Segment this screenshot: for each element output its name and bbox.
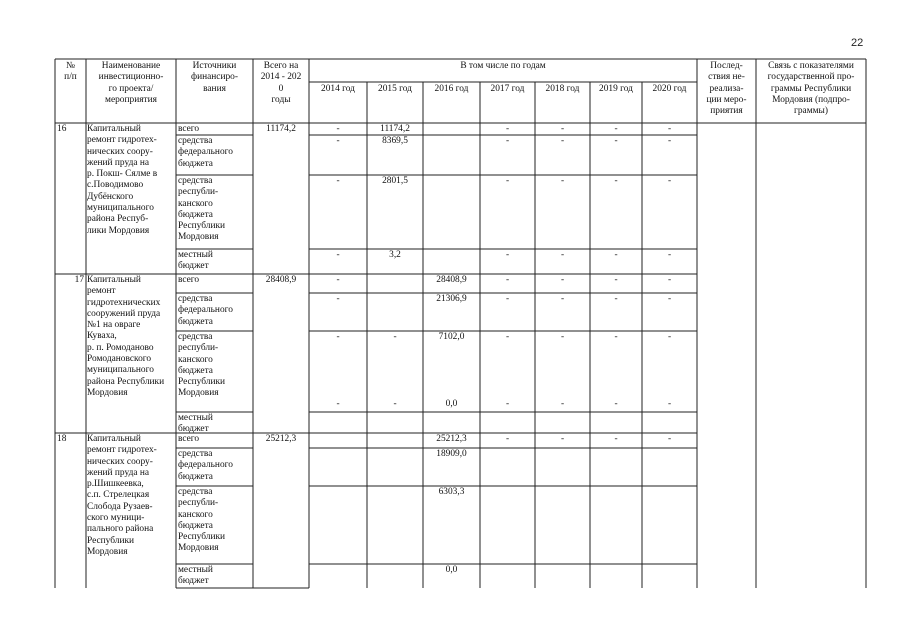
source-cell: местный бюджет — [178, 413, 213, 434]
year-value-cell: - — [667, 434, 672, 444]
year-value-cell — [424, 124, 479, 136]
header-year-2: 2016 год — [434, 84, 469, 94]
year-value-cell — [536, 449, 589, 461]
project-num: 17 — [74, 275, 84, 285]
header-program-link: Связь с показателями государственной про- граммы Республики Мордовия (подпро- граммы) — [767, 61, 855, 117]
year-value-cell: - — [336, 275, 340, 285]
year-value-cell: - — [505, 136, 510, 146]
year-value-cell: - — [505, 250, 510, 260]
header-year-5: 2019 год — [599, 84, 633, 94]
year-value-cell — [310, 487, 366, 499]
project-total: 11174,2 — [266, 124, 296, 134]
year-value-cell: - — [614, 294, 618, 304]
year-value-cell: - — [667, 176, 672, 186]
year-value-cell: - — [667, 332, 672, 342]
year-value-cell: - — [614, 250, 618, 260]
year-value-cell: 28408,9 — [436, 275, 467, 285]
header-project-name: Наименование инвестиционно- го проекта/ мероприятия — [98, 61, 164, 105]
project-total: 25212,3 — [265, 434, 297, 444]
year-value-cell: 3,2 — [389, 250, 401, 260]
header-num: № п/п — [64, 61, 77, 83]
year-value-cell — [481, 487, 534, 499]
header-total: Всего на 2014 - 202 0 годы — [260, 61, 302, 105]
year-value-cell — [591, 565, 641, 577]
year-value-cell: 7102,0 — [438, 332, 465, 342]
year-value-cell: - — [560, 275, 565, 285]
year-value-cell: - — [336, 124, 340, 134]
source-cell: средства федерального бюджета — [178, 294, 233, 327]
source-cell: местный бюджет — [178, 250, 213, 272]
year-value-cell: - — [505, 399, 510, 409]
header-years-group: В том числе по годам — [460, 61, 546, 71]
year-value-cell: 21306,9 — [436, 294, 467, 304]
year-value-cell: 18909,0 — [436, 449, 467, 459]
project-total: 28408,9 — [265, 275, 297, 285]
year-value-cell: - — [560, 332, 565, 342]
year-value-cell — [310, 434, 366, 446]
year-value-cell: - — [614, 275, 618, 285]
project-name: Капитальный ремонт гидротех- нических соору- жений пруда на р.Шишкеевка, с.п. Стрелецкая Слобода Рузаев- ского муници- пального района Республики Мордовия — [87, 434, 157, 557]
year-value-cell: - — [336, 332, 340, 342]
year-value-cell: 2801,5 — [382, 176, 408, 186]
year-value-cell: - — [505, 434, 510, 444]
project-num: 16 — [57, 124, 67, 134]
year-value-cell: - — [505, 332, 510, 342]
year-value-cell: - — [505, 176, 510, 186]
year-value-cell — [481, 565, 534, 577]
year-value-cell: - — [560, 294, 565, 304]
year-value-cell: - — [667, 136, 672, 146]
project-num: 18 — [57, 434, 67, 444]
year-value-cell: - — [667, 250, 672, 260]
year-value-cell — [368, 434, 422, 446]
year-value-cell — [536, 487, 589, 499]
year-value-cell: 0,0 — [445, 565, 458, 575]
year-value-cell: - — [667, 294, 672, 304]
source-cell: местный бюджет — [178, 565, 213, 587]
header-year-0: 2014 год — [321, 84, 355, 94]
year-value-cell: - — [614, 399, 618, 409]
year-value-cell — [310, 565, 366, 577]
year-value-cell: - — [505, 124, 510, 134]
year-value-cell — [310, 449, 366, 461]
year-value-cell: - — [560, 136, 565, 146]
project-name: Капитальный ремонт гидротех- нических соору- жений пруда на р. Покш- Сялме в с.Поводимово Дубёнского муниципального района Респуб- лики Мордовия — [87, 124, 158, 236]
year-value-cell — [536, 565, 589, 577]
year-value-cell — [591, 449, 641, 461]
year-value-cell: - — [393, 399, 397, 409]
source-cell: средства республи- канского бюджета Республики Мордовия — [178, 487, 226, 554]
source-cell: средства федерального бюджета — [178, 449, 233, 482]
header-sources: Источники финансиро- вания — [191, 61, 238, 94]
year-value-cell — [643, 565, 696, 577]
header-consequences: Послед- ствия не- реализа- ции меро- приятия — [706, 61, 747, 117]
year-value-cell — [424, 136, 479, 148]
year-value-cell — [368, 565, 422, 577]
year-value-cell: - — [614, 176, 618, 186]
year-value-cell: - — [614, 434, 618, 444]
year-value-cell: - — [614, 124, 618, 134]
year-value-cell: 11174,2 — [380, 124, 410, 134]
source-cell: средства федерального бюджета — [178, 136, 233, 169]
year-value-cell: - — [560, 434, 565, 444]
year-value-cell: - — [336, 399, 340, 409]
year-value-cell: - — [393, 332, 397, 342]
year-value-cell: - — [667, 275, 672, 285]
year-value-cell: - — [560, 399, 565, 409]
year-value-cell: 0,0 — [445, 399, 458, 409]
year-value-cell: - — [667, 124, 672, 134]
year-value-cell: - — [336, 250, 340, 260]
year-value-cell: - — [336, 176, 340, 186]
year-value-cell: 25212,3 — [436, 434, 467, 444]
year-value-cell — [368, 294, 422, 306]
source-cell: средства республи- канского бюджета Республики Мордовия — [178, 176, 226, 243]
year-value-cell — [368, 275, 422, 287]
year-value-cell: - — [336, 136, 340, 146]
year-value-cell: 8369,5 — [382, 136, 408, 146]
year-value-cell: - — [505, 294, 510, 304]
header-year-1: 2015 год — [378, 84, 412, 94]
year-value-cell: - — [560, 250, 565, 260]
year-value-cell — [424, 250, 479, 262]
year-value-cell — [368, 487, 422, 499]
source-cell: всего — [178, 275, 200, 285]
year-value-cell — [481, 449, 534, 461]
year-value-cell — [643, 487, 696, 499]
year-value-cell: - — [505, 275, 510, 285]
year-value-cell — [368, 449, 422, 461]
year-value-cell — [591, 487, 641, 499]
project-name: Капитальный ремонт гидротехнических сооружений пруда №1 на овраге Куваха, р. п. Ромоданово Ромодановского муниципального района Республики Мордовия — [87, 275, 165, 398]
source-cell: средства республи- канского бюджета Республики Мордовия — [178, 332, 226, 399]
source-cell: всего — [178, 434, 200, 444]
year-value-cell: - — [336, 294, 340, 304]
year-value-cell: - — [560, 124, 565, 134]
page-number: 22 — [851, 37, 864, 49]
header-year-6: 2020 год — [652, 84, 687, 94]
year-value-cell: - — [614, 332, 618, 342]
header-year-3: 2017 год — [490, 84, 525, 94]
year-value-cell: 6303,3 — [438, 487, 465, 497]
header-year-4: 2018 год — [545, 84, 580, 94]
year-value-cell — [643, 449, 696, 461]
year-value-cell: - — [667, 399, 672, 409]
year-value-cell — [424, 176, 479, 188]
source-cell: всего — [178, 124, 200, 134]
year-value-cell: - — [560, 176, 565, 186]
year-value-cell: - — [614, 136, 618, 146]
